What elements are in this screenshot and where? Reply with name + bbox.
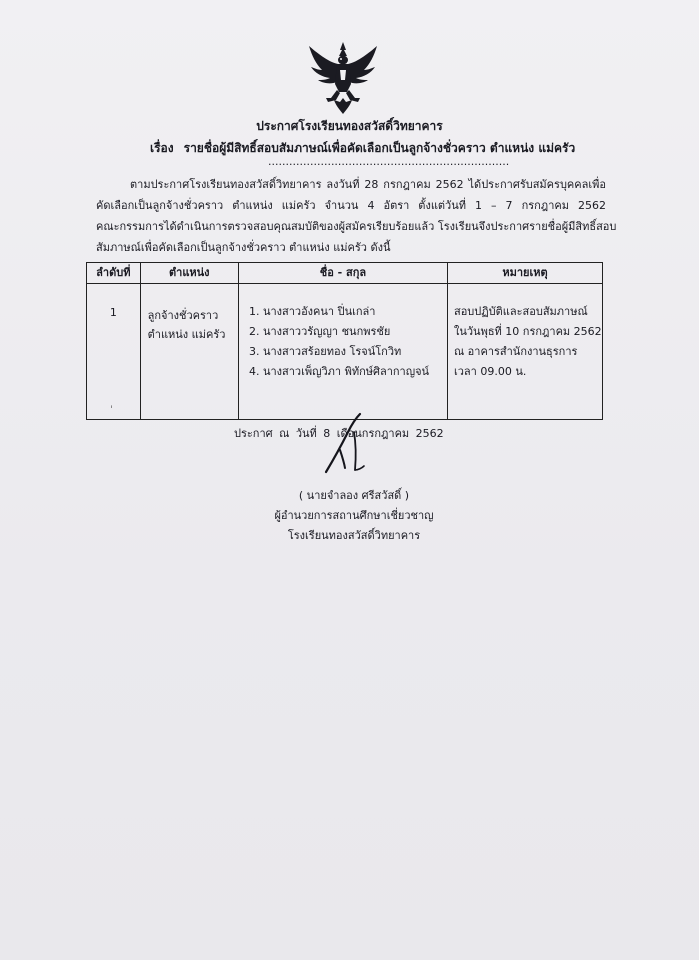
handwritten-signature	[318, 410, 372, 480]
remark-line: สอบปฏิบัติและสอบสัมภาษณ์	[453, 305, 588, 318]
candidate-name: 4. นางสาวเพ็ญวิภา พิทักษ์ศิลากาญจน์	[248, 365, 430, 378]
signer-title: ผู้อำนวยการสถานศึกษาเชี่ยวชาญ	[274, 509, 434, 522]
candidate-name: 3. นางสาวสร้อยทอง โรจน์โกวิท	[248, 345, 402, 358]
signer-organization: โรงเรียนทองสวัสดิ์วิทยาคาร	[287, 529, 421, 542]
col-header-remark: หมายเหตุ	[447, 263, 602, 284]
announcement-title: ประกาศโรงเรียนทองสวัสดิ์วิทยาคาร	[256, 119, 443, 133]
cell-position	[140, 284, 238, 420]
title-divider: .....................................................................	[268, 155, 510, 168]
signer-name: ( นายจำลอง ศรีสวัสดิ์ )	[298, 489, 410, 502]
garuda-emblem-icon	[306, 40, 380, 116]
position-line-1: ลูกจ้างชั่วคราว	[147, 309, 219, 322]
cell-remark	[447, 284, 602, 420]
subject-label: เรื่อง	[150, 141, 174, 155]
body-line-3: คณะกรรมการได้ดำเนินการตรวจสอบคุณสมบัติของผู้สมัครเรียบร้อยแล้ว โรงเรียนจึงประกาศรายชื่อผู้มีสิทธิ์สอบ	[96, 220, 617, 233]
remark-line: ณ อาคารสำนักงานธุรการ	[453, 345, 578, 358]
body-paragraph	[96, 174, 617, 258]
candidates-table	[86, 262, 603, 420]
body-line-2: คัดเลือกเป็นลูกจ้างชั่วคราว ตำแหน่ง แม่ครัว จำนวน 4 อัตรา ตั้งแต่วันที่ 1 – 7 กรกฎาคม 2562	[96, 199, 606, 212]
position-line-2: ตำแหน่ง แม่ครัว	[147, 328, 226, 341]
col-header-position: ตำแหน่ง	[140, 263, 238, 284]
subject-text: รายชื่อผู้มีสิทธิ์สอบสัมภาษณ์เพื่อคัดเลือกเป็นลูกจ้างชั่วคราว ตำแหน่ง แม่ครัว	[183, 141, 576, 155]
col-header-name: ชื่อ - สกุล	[238, 263, 447, 284]
body-line-1: ตามประกาศโรงเรียนทองสวัสดิ์วิทยาคาร ลงวันที่ 28 กรกฎาคม 2562 ได้ประกาศรับสมัครบุคคลเพื่อ	[130, 178, 606, 191]
cell-order: 1	[87, 284, 141, 420]
remark-line: เวลา 09.00 น.	[453, 365, 527, 378]
body-line-4: สัมภาษณ์เพื่อคัดเลือกเป็นลูกจ้างชั่วคราว ตำแหน่ง แม่ครัว ดังนี้	[96, 241, 391, 254]
announce-date: ประกาศ ณ วันที่ 8 เดือนกรกฎาคม 2562	[234, 427, 444, 440]
table-header-row	[87, 263, 603, 284]
cell-names	[238, 284, 447, 420]
candidate-name: 1. นางสาวอังคนา ปิ่นเกล่า	[248, 305, 376, 318]
col-header-order: ลำดับที่	[87, 263, 141, 284]
candidate-name: 2. นางสาววรัญญา ชนกพรชัย	[248, 325, 391, 338]
stray-mark: ˈ	[110, 405, 113, 416]
table-row	[87, 284, 603, 420]
signature-block	[264, 486, 444, 546]
remark-line: ในวันพุธที่ 10 กรกฎาคม 2562	[453, 325, 602, 338]
